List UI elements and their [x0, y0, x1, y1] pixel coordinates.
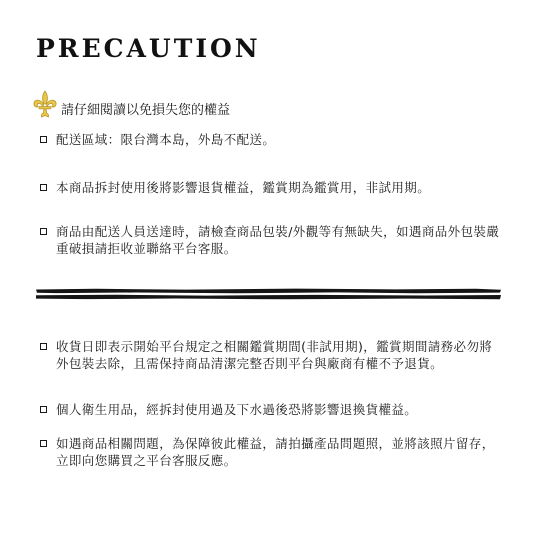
list-item: [40, 401, 500, 418]
square-bullet-icon: [40, 228, 47, 235]
subtitle: 請仔細閱讀以免損失您的權益: [61, 102, 231, 118]
subtitle-row: [32, 90, 230, 118]
fleur-de-lis-icon: [32, 90, 58, 118]
list-item: [40, 223, 500, 257]
list-item: [40, 435, 500, 469]
list-item: [40, 131, 500, 148]
square-bullet-icon: [40, 406, 47, 413]
list-item-text: 配送區域：限台灣本島，外島不配送。: [56, 132, 276, 147]
list-item: [40, 338, 500, 372]
list-item-text: 本商品拆封使用後將影響退貨權益，鑑賞期為鑑賞用，非試用期。: [56, 180, 431, 195]
square-bullet-icon: [40, 343, 47, 350]
list-item-text: 如遇商品相關問題，為保障彼此權益，請拍攝產品問題照，並將該照片留存，立即向您購買之平台客服反應。: [56, 436, 495, 468]
square-bullet-icon: [40, 184, 47, 191]
page-title: PRECAUTION: [36, 34, 261, 63]
list-item-text: 商品由配送人員送達時，請檢查商品包裝/外觀等有無缺失，如遇商品外包裝嚴重破損請拒收並聯絡平台客服。: [56, 224, 500, 256]
square-bullet-icon: [40, 440, 47, 447]
list-item: [40, 179, 500, 196]
list-item-text: 個人衛生用品，經拆封使用過及下水過後恐將影響退換貨權益。: [56, 402, 418, 417]
square-bullet-icon: [40, 136, 47, 143]
list-item-text: 收貨日即表示開始平台規定之相關鑑賞期間(非試用期)，鑑賞期間請務必勿將外包裝去除，且需保持商品清潔完整否則平台與廠商有權不予退貨。: [56, 339, 493, 371]
section-divider: [36, 288, 501, 300]
